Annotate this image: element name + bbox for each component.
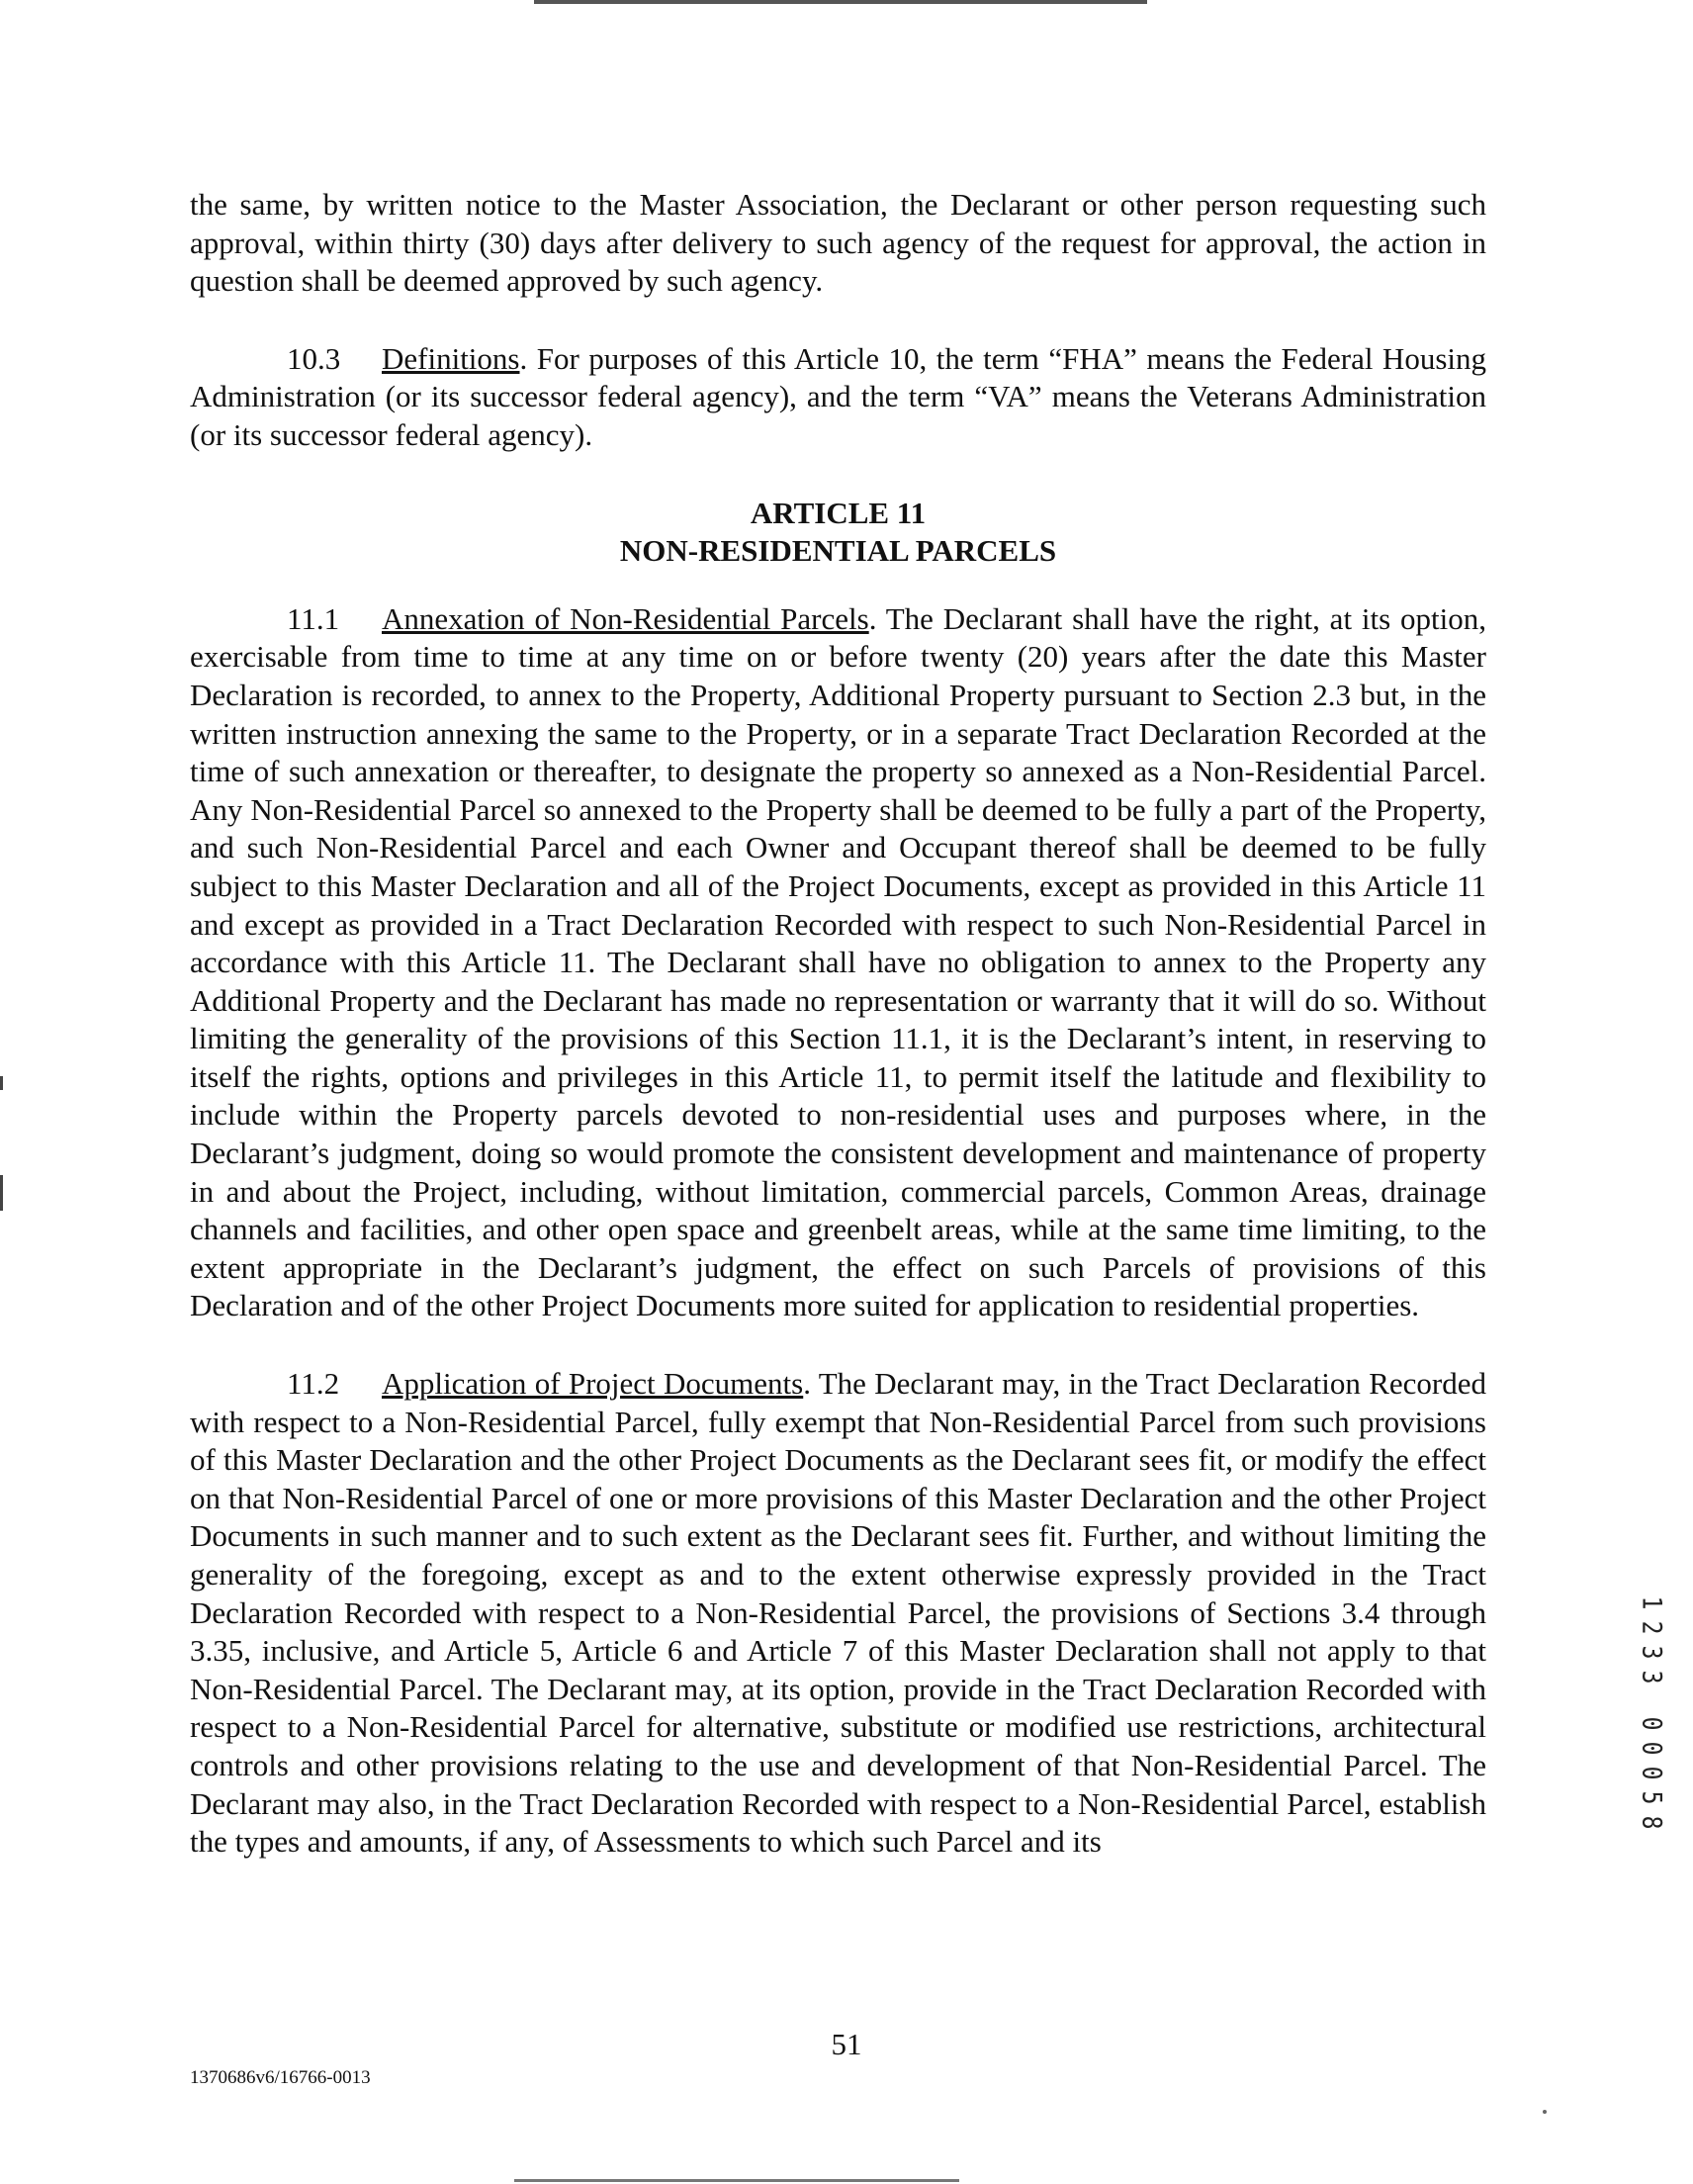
- section-number: 10.3: [287, 340, 341, 376]
- article-title: NON-RESIDENTIAL PARCELS: [619, 533, 1057, 569]
- stamp-char: 1: [1636, 1595, 1667, 1610]
- stamp-char: [1641, 1687, 1662, 1713]
- spacer: [190, 455, 1486, 495]
- paragraph-continuation: the same, by written notice to the Master Association, the Declarant or other person requesting such approval, within thirty (30) days after delivery to such agency of the request for approval, the action in question shall be deemed approved by such agency.: [190, 187, 1486, 299]
- section-heading: Definitions: [382, 340, 520, 376]
- page-number: 51: [831, 2027, 862, 2061]
- section-body: . The Declarant may, in the Tract Declaration Recorded with respect to a Non-Residential Parcel, fully exempt that Non-Residential Parcel from such provisions of this Master Declaration and the other Project Documents as the Declarant sees fit, or modify the effect on that Non-Residential Parcel of one or more provisions of this Master Declaration and the other Project Documents in such manner and to such extent as the Declarant sees fit. Further, and without limiting the generality of the foregoing, except as and to the extent otherwise expressly provided in the Tract Declaration Recorded with respect to a Non-Residential Parcel, the provisions of Sections 3.4 through 3.35, inclusive, and Article 5, Article 6 and Article 7 of this Master Declaration shall not apply to that Non-Residential Parcel. The Declarant may, at its option, provide in the Tract Declaration Recorded with respect to a Non-Residential Parcel for alternative, substitute or modified use restrictions, architectural controls and other provisions relating to the use and development of that Non-Residential Parcel. The Declarant may also, in the Tract Declaration Recorded with respect to a Non-Residential Parcel, establish the types and amounts, if any, of Assessments to which such Parcel and its: [190, 1366, 1487, 1860]
- document-id: 1370686v6/16766-0013: [190, 2067, 371, 2088]
- section-number: 11.1: [287, 600, 340, 636]
- scan-speck: [1543, 2110, 1547, 2114]
- scan-edge-mark: [0, 1076, 3, 1090]
- stamp-char: 5: [1636, 1790, 1667, 1805]
- section-11-2: [190, 1365, 1486, 1862]
- section-heading: Application of Project Documents: [382, 1366, 804, 1402]
- document-page: [190, 186, 1486, 1862]
- recording-stamp: [1637, 1591, 1666, 1835]
- section-heading: Annexation of Non-Residential Parcels: [382, 600, 869, 636]
- stamp-char: 0: [1636, 1741, 1667, 1756]
- section-10-3: [190, 340, 1486, 455]
- stamp-char: 0: [1636, 1716, 1667, 1731]
- section-11-1: [190, 600, 1486, 1325]
- section-body: . The Declarant shall have the right, at its option, exercisable from time to time at any time on or before twenty (20) years after the date this Master Declaration is recorded, to annex to the Property, Additional Property pursuant to Section 2.3 but, in the written instruction annexing the same to the Property, or in a separate Tract Declaration Recorded at the time of such annexation or thereafter, to designate the property so annexed as a Non-Residential Parcel. Any Non-Residential Parcel so annexed to the Property shall be deemed to be fully a part of the Property, and such Non-Residential Parcel and each Owner and Occupant thereof shall be deemed to be fully subject to this Master Declaration and all of the Project Documents, except as provided in this Article 11 and except as provided in a Tract Declaration Recorded with respect to such Non-Residential Parcel in accordance with this Article 11. The Declarant shall have no obligation to annex to the Property any Additional Property and the Declarant has made no representation or warranty that it will do so. Without limiting the generality of the provisions of this Section 11.1, it is the Declarant’s intent, in reserving to itself the rights, options and privileges in this Article 11, to permit itself the latitude and flexibility to include within the Property parcels devoted to non-residential uses and purposes where, in the Declarant’s judgment, doing so would promote the consistent development and maintenance of property in and about the Project, including, without limitation, commercial parcels, Common Areas, drainage channels and facilities, and other open space and greenbelt areas, while at the same time limiting, to the extent appropriate in the Declarant’s judgment, the effect on such Parcels of provisions of this Declaration and of the other Project Documents more suited for application to residential properties.: [190, 600, 1487, 1323]
- scan-edge-mark: [0, 1175, 3, 1211]
- stamp-char: 3: [1636, 1670, 1667, 1684]
- stamp-char: 2: [1636, 1620, 1667, 1635]
- article-number: ARTICLE 11: [750, 495, 927, 530]
- stamp-char: 8: [1636, 1815, 1667, 1830]
- spacer: [190, 301, 1486, 340]
- scan-artifact-bottom: [514, 2179, 959, 2182]
- spacer: [190, 571, 1486, 600]
- section-body: . For purposes of this Article 10, the term “FHA” means the Federal Housing Administration (or its successor federal agency), and the term “VA” means the Veterans Administration (or its successor federal agency).: [190, 340, 1486, 452]
- stamp-char: 3: [1636, 1645, 1667, 1660]
- stamp-char: 0: [1636, 1766, 1667, 1780]
- scan-artifact-top: [534, 0, 1147, 4]
- spacer: [190, 1325, 1486, 1365]
- section-number: 11.2: [287, 1366, 340, 1402]
